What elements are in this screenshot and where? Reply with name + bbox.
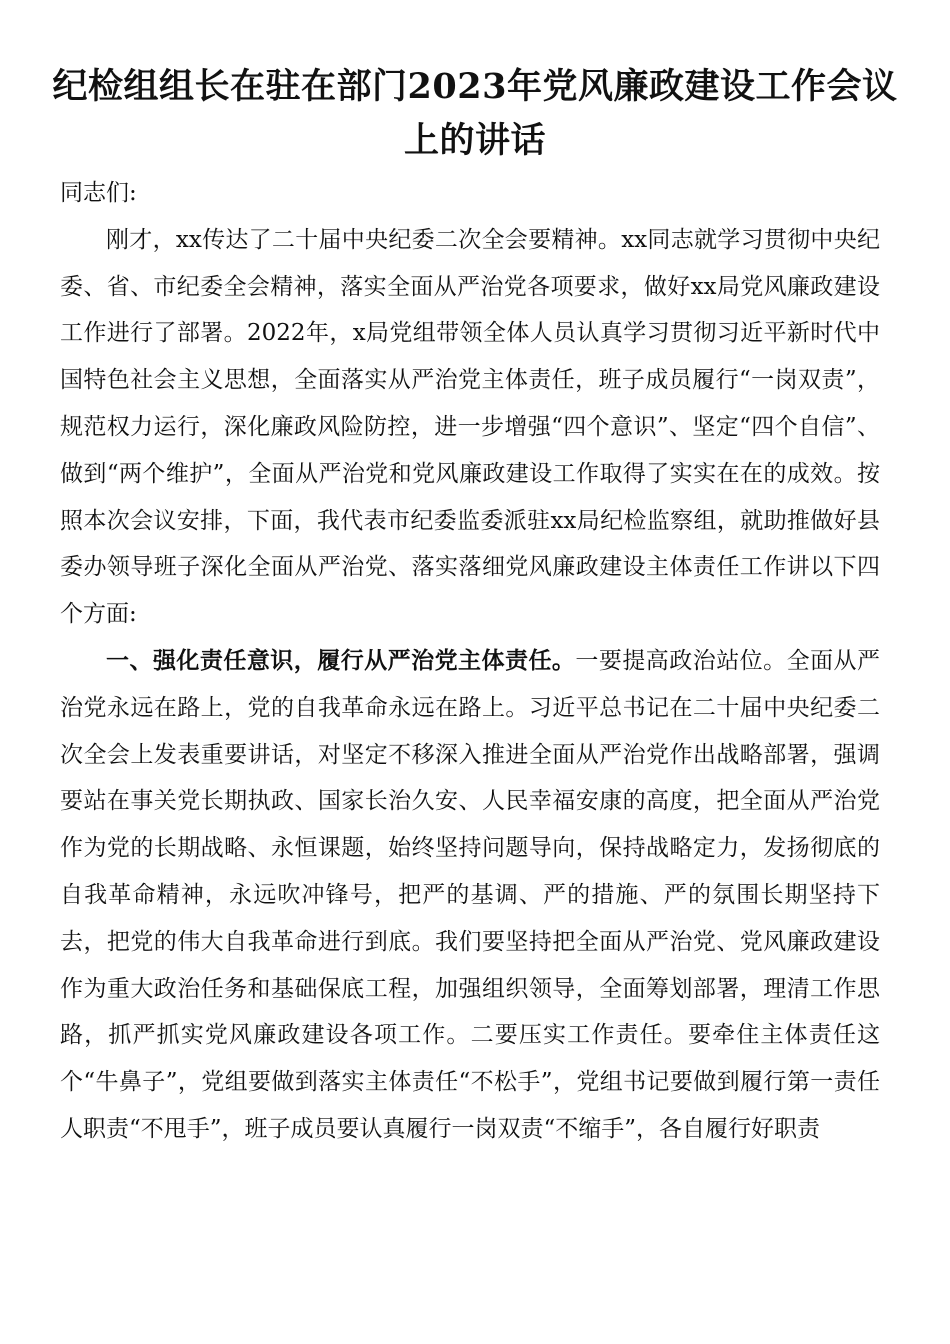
document-title: 纪检组组长在驻在部门2023年党风廉政建设工作会议上的讲话 — [52, 66, 898, 161]
paragraph-section-1 — [60, 638, 880, 1153]
salutation: 同志们: — [60, 180, 137, 206]
section-1-heading: 一、强化责任意识，履行从严治党主体责任。 — [106, 647, 576, 674]
document-body — [60, 170, 880, 1153]
section-1-text: 一要提高政治站位。全面从严治党永远在路上，党的自我革命永远在路上。习近平总书记在二十届中央纪委二次全会上发表重要讲话，对坚定不移深入推进全面从严治党作出战略部署，强调要站在事关党长期执政、国家长治久安、人民幸福安康的高度，把全面从严治党作为党的长期战略、永恒课题，始终坚持问题导向，保持战略定力，发扬彻底的自我革命精神，永远吹冲锋号，把严的基调、严的措施、严的氛围长期坚持下去，把党的伟大自我革命进行到底。我们要坚持把全面从严治党、党风廉政建设作为重大政治任务和基础保底工程，加强组织领导，全面筹划部署，理清工作思路，抓严抓实党风廉政建设各项工作。二要压实工作责任。要牵住主体责任这个“牛鼻子”，党组要做到落实主体责任“不松手”，党组书记要做到履行第一责任人职责“不甩手”，班子成员要认真履行一岗双责“不缩手”，各自履行好职责 — [60, 647, 880, 1142]
paragraph-intro: 刚才，xx传达了二十届中央纪委二次全会要精神。xx同志就学习贯彻中央纪委、省、市纪委全会精神，落实全面从严治党各项要求，做好xx局党风廉政建设工作进行了部署。2022年，x局党组带领全体人员认真学习贯彻习近平新时代中国特色社会主义思想，全面落实从严治党主体责任，班子成员履行“一岗双责”，规范权力运行，深化廉政风险防控，进一步增强“四个意识”、坚定“四个自信”、做到“两个维护”，全面从严治党和党风廉政建设工作取得了实实在在的成效。按照本次会议安排，下面，我代表市纪委监委派驻xx局纪检监察组，就助推做好县委办领导班子深化全面从严治党、落实落细党风廉政建设主体责任工作讲以下四个方面: — [60, 226, 880, 628]
